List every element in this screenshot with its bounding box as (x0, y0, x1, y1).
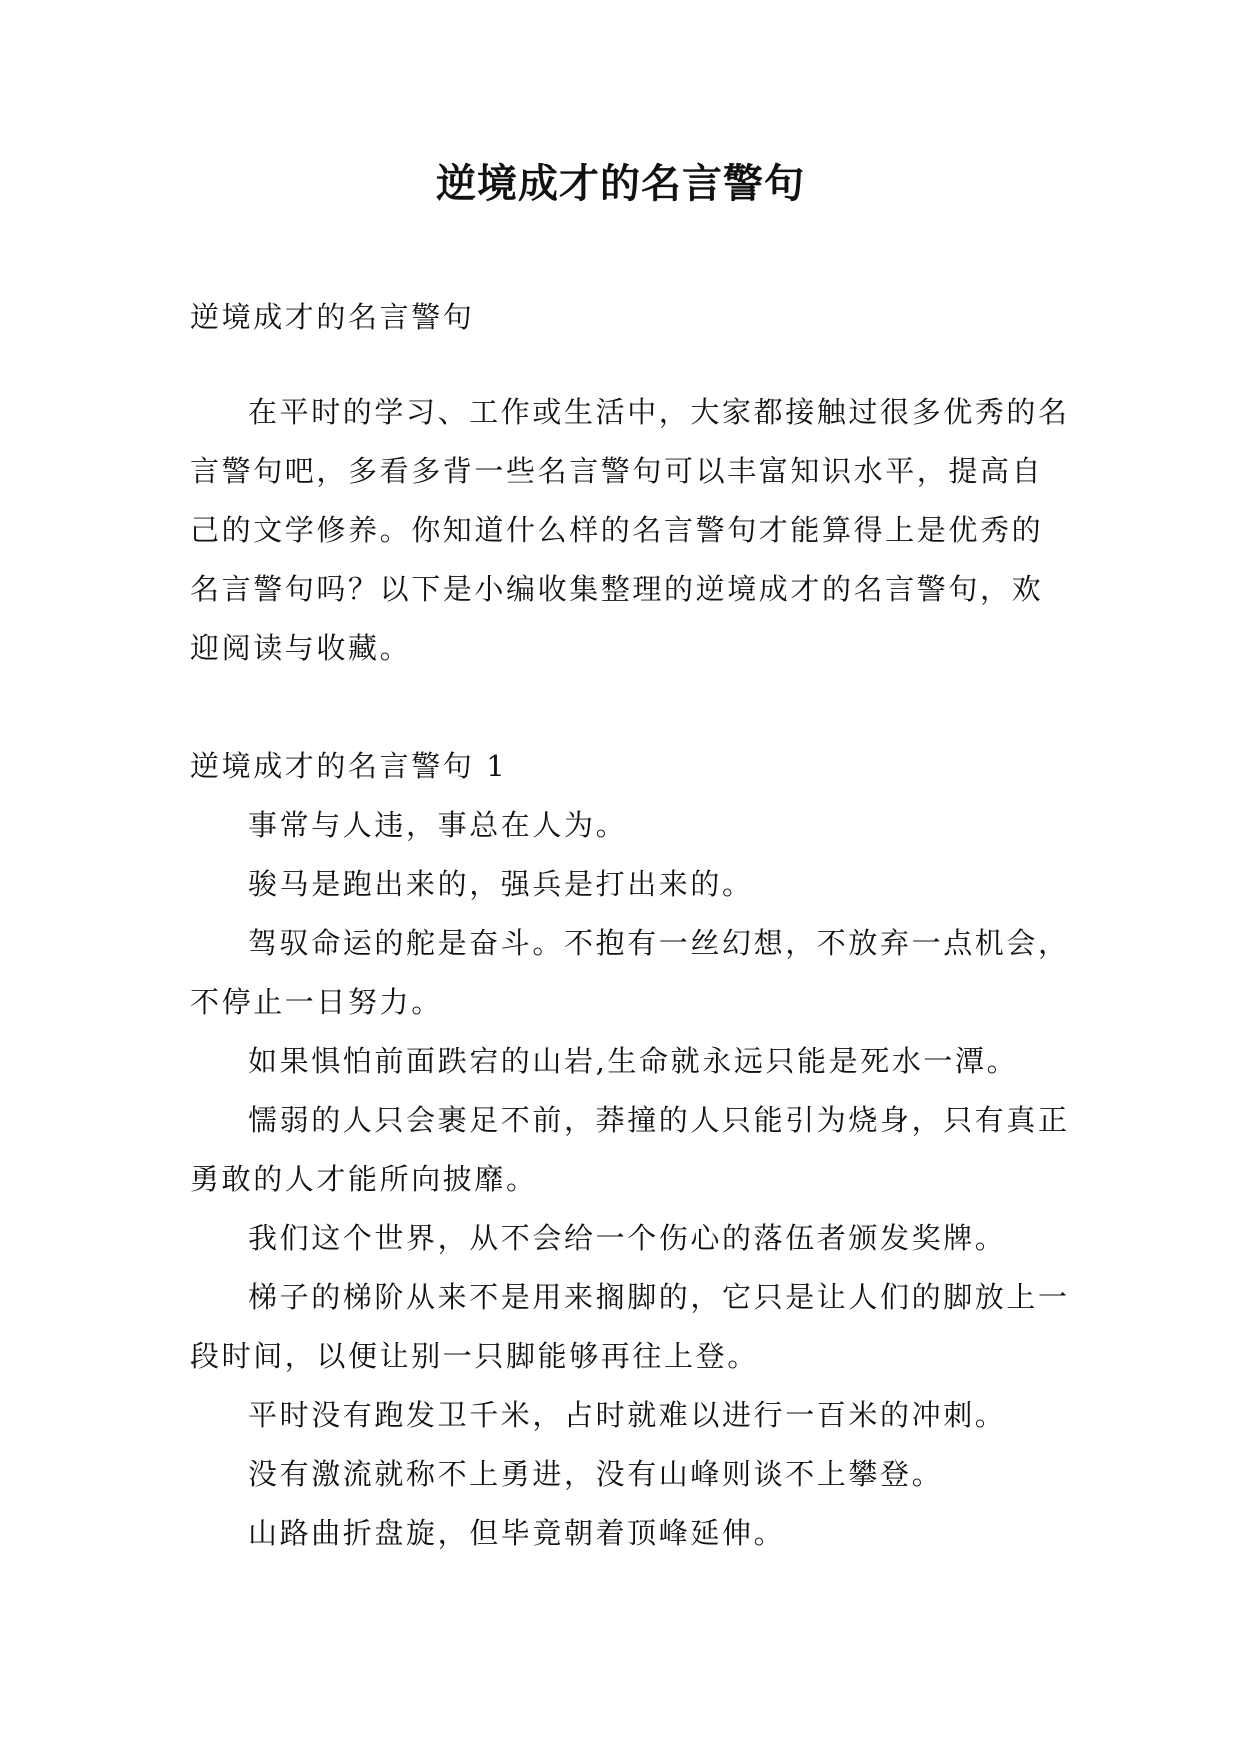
document-subheading: 逆境成才的名言警句 (190, 300, 475, 334)
quote-paragraph: 驾驭命运的舵是奋斗。不抱有一丝幻想，不放弃一点机会，不停止一日努力。 (190, 926, 1070, 1019)
quote-paragraph: 梯子的梯阶从来不是用来搁脚的，它只是让人们的脚放上一段时间，以便让别一只脚能够再往上登。 (190, 1280, 1070, 1373)
quote-paragraph: 懦弱的人只会裹足不前，莽撞的人只能引为烧身，只有真正勇敢的人才能所向披靡。 (190, 1103, 1070, 1196)
quote-paragraph: 骏马是跑出来的，强兵是打出来的。 (248, 867, 754, 901)
quote-paragraph: 如果惧怕前面跌宕的山岩,生命就永远只能是死水一潭。 (248, 1044, 1019, 1078)
intro-paragraph: 在平时的学习、工作或生活中，大家都接触过很多优秀的名言警句吧，多看多背一些名言警句可以丰富知识水平，提高自己的文学修养。你知道什么样的名言警句才能算得上是优秀的名言警句吗？以下是小编收集整理的逆境成才的名言警句，欢迎阅读与收藏。 (190, 395, 1070, 665)
quote-paragraph: 没有激流就称不上勇进，没有山峰则谈不上攀登。 (248, 1457, 944, 1491)
section-heading: 逆境成才的名言警句 1 (190, 749, 508, 783)
document-title: 逆境成才的名言警句 (436, 160, 805, 207)
document-body (190, 288, 1070, 1563)
quote-paragraph: 事常与人违，事总在人为。 (248, 808, 628, 842)
quote-paragraph: 平时没有跑发卫千米，占时就难以进行一百米的冲刺。 (248, 1398, 1007, 1432)
quote-paragraph: 我们这个世界，从不会给一个伤心的落伍者颁发奖牌。 (248, 1221, 1007, 1255)
quote-paragraph: 山路曲折盘旋，但毕竟朝着顶峰延伸。 (248, 1516, 786, 1550)
